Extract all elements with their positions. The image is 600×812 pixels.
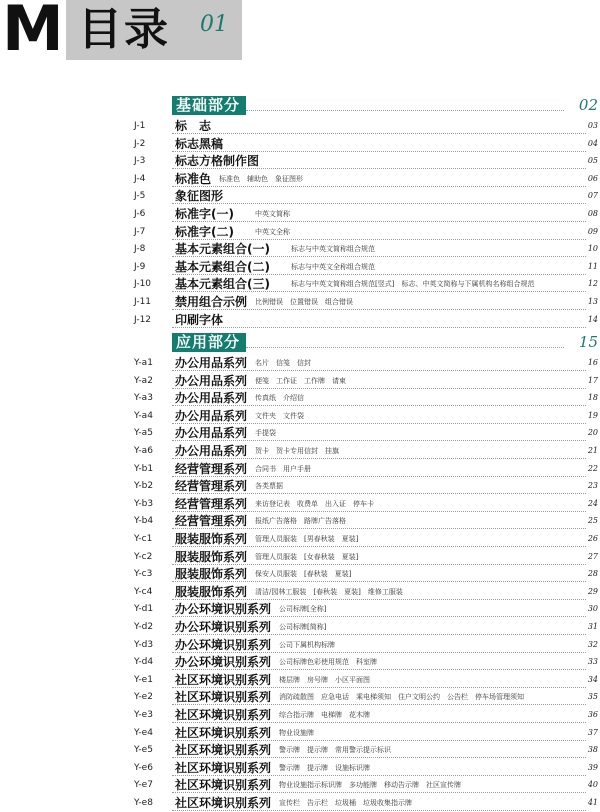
- entry-title: 经营管理系列: [175, 461, 248, 476]
- entry-title: 印刷字体: [175, 312, 224, 327]
- toc-entry[interactable]: [0, 153, 600, 170]
- toc-entry[interactable]: [0, 478, 600, 495]
- entry-code: Y-a3: [134, 393, 153, 404]
- entry-code: Y-a4: [134, 410, 153, 421]
- dotted-leader: [172, 616, 586, 617]
- entry-title: 基本元素组合(二): [175, 259, 270, 274]
- entry-code: Y-e4: [134, 727, 153, 738]
- entry-page-number: 29: [587, 586, 598, 596]
- entry-page-number: 14: [587, 314, 598, 324]
- toc-entry[interactable]: [0, 566, 600, 583]
- entry-page-number: 11: [587, 261, 598, 271]
- section-divider: [246, 110, 564, 111]
- entry-page-number: 25: [587, 516, 598, 526]
- entry-code: Y-e2: [134, 692, 153, 703]
- entry-code: J-12: [134, 314, 152, 325]
- toc-entry[interactable]: [0, 312, 600, 329]
- entry-title: 办公用品系列: [175, 391, 248, 406]
- entry-title: 禁用组合示例: [175, 295, 248, 309]
- dotted-leader: [172, 291, 586, 292]
- entry-code: Y-a5: [134, 428, 153, 439]
- dotted-leader: [172, 493, 586, 494]
- toc-entry[interactable]: [0, 672, 600, 689]
- entry-page-number: 26: [587, 534, 598, 543]
- dotted-leader: [172, 599, 586, 600]
- entry-description: 管理人员服装 [女春秋装 夏装]: [255, 552, 359, 561]
- entry-page-number: 23: [587, 481, 598, 491]
- entry-page-number: 09: [587, 226, 598, 236]
- entry-title: 社区环境识别系列: [175, 743, 272, 758]
- entry-title: 基本元素组合(三): [175, 277, 270, 292]
- entry-page-number: 40: [587, 780, 598, 790]
- entry-title: 社区环境识别系列: [175, 796, 272, 810]
- entry-code: Y-c4: [134, 586, 153, 597]
- entry-page-number: 37: [587, 727, 598, 737]
- entry-code: J-6: [134, 209, 146, 219]
- toc-entry[interactable]: [0, 241, 600, 258]
- dotted-leader: [172, 757, 586, 758]
- entry-page-number: 39: [587, 762, 598, 772]
- entry-code: Y-b4: [134, 516, 154, 527]
- page-number-header: 01: [200, 12, 228, 37]
- toc-entry[interactable]: [0, 373, 600, 390]
- toc-entry[interactable]: [0, 206, 600, 223]
- entry-title: 基本元素组合(一): [175, 242, 270, 257]
- page-title: 目录: [78, 4, 170, 55]
- entry-description: 公司下属机构标牌: [279, 640, 335, 649]
- entry-code: J-2: [134, 138, 146, 149]
- toc-entry[interactable]: [0, 531, 600, 548]
- entry-title: 经营管理系列: [175, 496, 248, 511]
- entry-code: Y-e1: [134, 674, 153, 685]
- entry-description: 文件夹 文件袋: [255, 411, 304, 420]
- entry-code: Y-d4: [134, 657, 154, 668]
- toc-entry[interactable]: [0, 408, 600, 425]
- entry-description: 公司标牌色彩使用规范 科室牌: [279, 658, 377, 667]
- entry-description: 贺卡 贺卡专用信封 挂旗: [255, 447, 339, 455]
- entry-page-number: 10: [587, 244, 598, 254]
- dotted-leader: [172, 405, 586, 406]
- entry-code: J-8: [134, 244, 146, 255]
- entry-page-number: 17: [587, 375, 598, 385]
- entry-code: Y-a2: [134, 375, 153, 386]
- entry-page-number: 33: [587, 657, 598, 667]
- entry-page-number: 21: [587, 446, 598, 455]
- entry-page-number: 19: [587, 410, 598, 420]
- entry-page-number: 30: [587, 604, 598, 614]
- section-page-number: 15: [578, 333, 598, 351]
- entry-description: 公司标牌[简称]: [279, 623, 327, 631]
- dotted-leader: [172, 423, 586, 424]
- entry-code: J-7: [134, 226, 146, 237]
- entry-description: 清洁/园林工服装 [春秋装 夏装] 维修工服装: [255, 587, 403, 596]
- entry-description: 标志与中英文全称组合规范: [291, 262, 375, 271]
- dotted-leader: [172, 168, 586, 169]
- entry-page-number: 12: [587, 279, 598, 289]
- dotted-leader: [172, 133, 586, 134]
- entry-code: Y-b2: [134, 481, 154, 492]
- entry-description: 标准色 辅助色 象征图形: [219, 174, 303, 183]
- entry-description: 合同书 用户手册: [255, 464, 311, 473]
- dotted-leader: [172, 687, 586, 688]
- dotted-leader: [172, 669, 586, 670]
- dotted-leader: [172, 370, 586, 371]
- entry-description: 来访登记表 收费单 出入证 停车卡: [255, 499, 374, 508]
- entry-description: 标志与中英文简称组合规范[竖式] 标志、中英文简称与下属机构名称组合规范: [291, 280, 535, 289]
- toc-entry[interactable]: [0, 549, 600, 566]
- entry-title: 社区环境识别系列: [175, 672, 272, 687]
- entry-title: 标准字(一): [175, 207, 234, 221]
- entry-code: Y-b3: [134, 498, 154, 509]
- entry-code: Y-d3: [134, 639, 154, 650]
- toc-entry[interactable]: [0, 725, 600, 742]
- section-label: 基础部分: [176, 96, 241, 114]
- entry-title: 办公用品系列: [175, 426, 248, 441]
- entry-code: Y-e8: [134, 798, 153, 808]
- entry-description: 物业设施牌: [279, 728, 314, 737]
- entry-title: 办公用品系列: [175, 408, 248, 423]
- entry-code: J-10: [134, 279, 152, 290]
- toc-entry[interactable]: [0, 171, 600, 188]
- entry-title: 社区环境识别系列: [175, 690, 272, 705]
- dotted-leader: [172, 704, 586, 705]
- dotted-leader: [172, 458, 586, 459]
- entry-title: 社区环境识别系列: [175, 760, 272, 775]
- entry-description: 警示牌 提示牌 常用警示提示标识: [279, 746, 391, 755]
- entry-description: 比例错误 位置错误 组合错误: [255, 298, 353, 306]
- entry-page-number: 35: [587, 692, 598, 702]
- entry-title: 服装服饰系列: [175, 549, 248, 564]
- entry-description: 楼层牌 房号牌 小区平面图: [279, 675, 370, 684]
- entry-description: 物业设施指示标识牌 多功能牌 移动告示牌 社区宣传牌: [279, 781, 461, 790]
- entry-code: Y-a6: [134, 446, 153, 456]
- entry-title: 社区环境识别系列: [175, 725, 272, 740]
- entry-description: 手提袋: [255, 429, 276, 438]
- entry-code: Y-c1: [134, 534, 153, 544]
- entry-description: 各类票据: [255, 482, 283, 491]
- entry-code: Y-e6: [134, 762, 153, 773]
- toc-entry[interactable]: [0, 224, 600, 241]
- entry-title: 标准字(二): [175, 224, 234, 239]
- entry-code: Y-c2: [134, 551, 153, 562]
- toc-entry[interactable]: [0, 654, 600, 671]
- toc-entry[interactable]: [0, 742, 600, 759]
- toc-entry[interactable]: [0, 637, 600, 654]
- entry-description: 报纸广告落格 路牌广告落格: [255, 517, 346, 526]
- entry-description: 管理人员服装 [男春秋装 夏装]: [255, 535, 359, 543]
- entry-description: 便笺 工作证 工作牌 请柬: [255, 376, 346, 385]
- entry-page-number: 36: [587, 710, 598, 719]
- toc-entry[interactable]: [0, 513, 600, 530]
- entry-code: Y-e7: [134, 780, 153, 791]
- section-header: [0, 333, 600, 353]
- entry-page-number: 04: [587, 138, 598, 148]
- dotted-leader: [172, 274, 586, 275]
- dotted-leader: [172, 652, 586, 653]
- entry-page-number: 08: [587, 209, 598, 218]
- entry-title: 办公环境识别系列: [175, 602, 272, 617]
- entry-page-number: 07: [587, 191, 598, 201]
- toc-entry[interactable]: [0, 425, 600, 442]
- entry-code: J-11: [134, 297, 152, 307]
- dotted-leader: [172, 511, 586, 512]
- entry-code: J-5: [134, 191, 146, 202]
- dotted-leader: [172, 309, 586, 310]
- entry-code: J-9: [134, 261, 146, 272]
- entry-code: Y-c3: [134, 569, 153, 580]
- entry-description: 宣传栏 告示栏 垃圾桶 垃圾收集指示牌: [279, 799, 412, 807]
- entry-title: 服装服饰系列: [175, 532, 248, 546]
- entry-description: 公司标牌[全称]: [279, 605, 327, 614]
- toc-entry[interactable]: [0, 707, 600, 724]
- entry-description: 中英文全称: [255, 227, 290, 236]
- dotted-leader: [172, 476, 586, 477]
- entry-code: Y-d1: [134, 604, 154, 615]
- dotted-leader: [172, 564, 586, 565]
- entry-title: 办公用品系列: [175, 356, 248, 370]
- toc-entry[interactable]: [0, 118, 600, 135]
- toc-entry[interactable]: [0, 461, 600, 478]
- entry-page-number: 13: [587, 297, 598, 306]
- toc-entry[interactable]: [0, 760, 600, 777]
- dotted-leader: [172, 256, 586, 257]
- page-header: [0, 0, 600, 65]
- section-header: [0, 96, 600, 116]
- section-label: 应用部分: [176, 333, 241, 351]
- entry-page-number: 41: [587, 798, 598, 807]
- entry-code: J-4: [134, 173, 146, 184]
- entry-page-number: 27: [587, 551, 598, 561]
- dotted-leader: [172, 634, 586, 635]
- entry-code: Y-e3: [134, 710, 153, 720]
- entry-code: Y-d2: [134, 622, 154, 632]
- toc-entry[interactable]: [0, 136, 600, 153]
- entry-title: 服装服饰系列: [175, 567, 248, 582]
- entry-code: Y-e5: [134, 745, 153, 756]
- toc-entry[interactable]: [0, 584, 600, 601]
- entry-page-number: 16: [587, 358, 598, 367]
- entry-page-number: 24: [587, 498, 598, 508]
- dotted-leader: [172, 203, 586, 204]
- toc-entry[interactable]: [0, 294, 600, 311]
- dotted-leader: [172, 775, 586, 776]
- toc-entry[interactable]: [0, 689, 600, 706]
- entry-title: 社区环境识别系列: [175, 778, 272, 793]
- entry-page-number: 05: [587, 156, 598, 166]
- toc-entry[interactable]: [0, 795, 600, 812]
- header-letter-m: M: [2, 0, 62, 65]
- entry-page-number: 20: [587, 428, 598, 438]
- entry-page-number: 31: [587, 622, 598, 631]
- entry-title: 经营管理系列: [175, 479, 248, 494]
- dotted-leader: [172, 388, 586, 389]
- entry-title: 办公环境识别系列: [175, 620, 272, 634]
- dotted-leader: [172, 722, 586, 723]
- entry-description: 警示牌 提示牌 设施标识牌: [279, 763, 370, 772]
- toc-entry[interactable]: [0, 619, 600, 636]
- entry-title: 标准色: [175, 171, 212, 186]
- entry-description: 传真纸 介绍信: [255, 394, 304, 403]
- entry-description: 中英文简称: [255, 210, 290, 218]
- entry-description: 保安人员服装 [春秋装 夏装]: [255, 570, 352, 579]
- toc-entry[interactable]: [0, 355, 600, 372]
- toc-entry[interactable]: [0, 601, 600, 618]
- entry-page-number: 03: [587, 121, 598, 130]
- dotted-leader: [172, 186, 586, 187]
- entry-description: 消防疏散图 应急电话 乘电梯须知 住户文明公约 公告栏 停车场管理须知: [279, 693, 524, 702]
- dotted-leader: [172, 221, 586, 222]
- dotted-leader: [172, 528, 586, 529]
- entry-description: 综合指示牌 电梯牌 花木牌: [279, 711, 370, 719]
- dotted-leader: [172, 151, 586, 152]
- dotted-leader: [172, 581, 586, 582]
- entry-title: 象征图形: [175, 189, 224, 204]
- entry-code: J-3: [134, 156, 146, 167]
- toc-entry[interactable]: [0, 443, 600, 460]
- entry-title: 社区环境识别系列: [175, 708, 272, 722]
- dotted-leader: [172, 546, 586, 547]
- entry-description: 名片 信笺 信封: [255, 359, 311, 367]
- entry-code: Y-a1: [134, 358, 153, 368]
- entry-title: 办公用品系列: [175, 373, 248, 388]
- dotted-leader: [172, 440, 586, 441]
- entry-title: 标志黑稿: [175, 136, 224, 151]
- toc-entry[interactable]: [0, 276, 600, 293]
- dotted-leader: [172, 327, 586, 328]
- entry-page-number: 06: [587, 173, 598, 183]
- entry-page-number: 18: [587, 393, 598, 403]
- entry-title: 标志方格制作图: [175, 154, 260, 169]
- dotted-leader: [172, 239, 586, 240]
- dotted-leader: [172, 810, 586, 811]
- entry-page-number: 38: [587, 745, 598, 755]
- entry-page-number: 22: [587, 463, 598, 473]
- entry-code: Y-b1: [134, 463, 154, 474]
- entry-title: 服装服饰系列: [175, 584, 248, 599]
- toc-entry[interactable]: [0, 496, 600, 513]
- toc-entry[interactable]: [0, 777, 600, 794]
- entry-page-number: 32: [587, 639, 598, 649]
- toc-entry[interactable]: [0, 259, 600, 276]
- entry-title: 经营管理系列: [175, 514, 248, 529]
- entry-description: 标志与中英文简称组合规范: [291, 245, 375, 254]
- entry-title: 标 志: [175, 119, 212, 133]
- entry-title: 办公用品系列: [175, 444, 248, 458]
- section-divider: [246, 347, 564, 348]
- dotted-leader: [172, 740, 586, 741]
- toc-entry[interactable]: [0, 390, 600, 407]
- entry-title: 办公环境识别系列: [175, 637, 272, 652]
- entry-page-number: 34: [587, 674, 598, 684]
- entry-title: 办公环境识别系列: [175, 655, 272, 670]
- dotted-leader: [172, 792, 586, 793]
- toc-entry[interactable]: [0, 188, 600, 205]
- section-page-number: 02: [578, 96, 598, 114]
- entry-code: J-1: [134, 121, 146, 131]
- entry-page-number: 28: [587, 569, 598, 579]
